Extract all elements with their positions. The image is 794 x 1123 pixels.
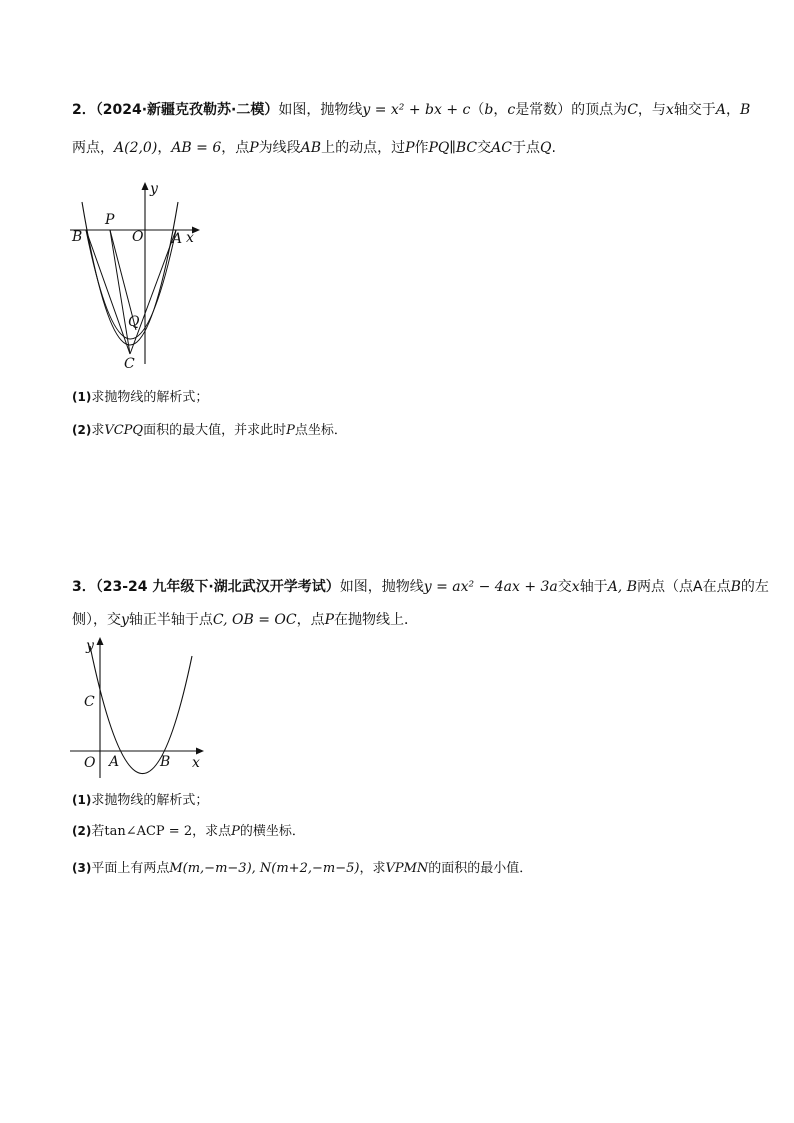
q2-y-arrow	[142, 182, 149, 190]
q3-text: 如图，抛物线	[339, 579, 424, 595]
q3-sub-3-text: ，求	[359, 861, 386, 876]
q3-text: 的左	[740, 579, 769, 595]
q2-point-p: P	[249, 140, 259, 156]
q2-text: 轴交于	[673, 102, 716, 118]
q2-label-x: x	[186, 230, 194, 246]
q2-label-p: P	[105, 212, 115, 228]
q2-segment-pc	[110, 230, 130, 354]
q3-x-arrow	[196, 748, 204, 755]
q2-vertex: C	[627, 102, 638, 118]
q2-label-o: O	[132, 229, 144, 245]
q3-tan-condition: tan∠ACP = 2	[104, 824, 193, 839]
q3-condition: C, OB = OC	[212, 612, 297, 628]
q2-label-a: A	[172, 231, 183, 247]
q3-label-o: O	[84, 755, 96, 771]
q3-y-arrow	[97, 637, 104, 645]
q3-x-axis: x	[571, 579, 580, 595]
q2-coord-a: A(2,0)	[114, 140, 158, 156]
q2-figure	[66, 178, 206, 374]
q2-triangle-cpq: VCPQ	[104, 423, 144, 438]
q2-sub-2	[72, 421, 347, 440]
q3-label-c: C	[84, 694, 95, 710]
q2-sub-2-text: 点坐标．	[294, 423, 347, 438]
q3-sub-2-text: 若	[91, 824, 105, 839]
q2-text: 为线段	[258, 140, 301, 156]
q2-label-q: Q	[128, 314, 140, 330]
q2-text: ，点	[221, 140, 250, 156]
q2-text: ，	[157, 140, 172, 156]
q3-sub-2-point-p: P	[231, 824, 240, 839]
q2-segment-bc	[86, 230, 130, 354]
q2-sub-1	[72, 388, 208, 407]
q3-text: 轴正半轴于点	[128, 612, 213, 628]
q3-text: ，点	[296, 612, 325, 628]
q2-text: 于点	[511, 140, 540, 156]
q3-figure	[66, 632, 216, 778]
q2-x-axis: x	[665, 102, 674, 118]
q2-point-b: B	[739, 102, 751, 118]
q2-line-2	[72, 138, 556, 158]
q2-text: ，	[493, 102, 508, 118]
q2-text: （	[470, 102, 485, 118]
q3-line-1: 3．（23-24 九年级下·湖北武汉开学考试）如图，抛物线y = ax² − 4ax + 3a交x轴于A, B两点（点A在点B的左	[72, 579, 769, 595]
q3-sub-2-label: (2)	[72, 824, 92, 838]
q2-text: .	[551, 140, 556, 156]
q2-sub-2-text: 求	[91, 423, 105, 438]
q2-point-q: Q	[539, 140, 552, 156]
q3-text: 两点（点A在点	[637, 579, 731, 595]
q3-line-2	[72, 610, 418, 630]
q3-label-a: A	[109, 754, 120, 770]
q3-parabola	[90, 646, 192, 774]
q3-points-ab: A, B	[607, 579, 637, 595]
q2-var-c: c	[507, 102, 516, 118]
q3-y-axis: y	[121, 612, 129, 628]
q2-text: 两点，	[72, 140, 114, 156]
q2-segment-ac-line	[130, 230, 176, 354]
q2-point-p: P	[405, 140, 415, 156]
q3-text: 交	[557, 579, 572, 595]
q2-segment-ab: AB	[300, 140, 322, 156]
q2-text: 作	[414, 140, 429, 156]
q3-text: 侧），交	[72, 612, 121, 628]
q3-equation: y = ax² − 4ax + 3a	[423, 579, 558, 595]
q3-text: 轴于	[579, 579, 608, 595]
q3-text: 在抛物线上．	[334, 612, 419, 628]
q2-sub-1-text: 求抛物线的解析式；	[91, 390, 209, 405]
q3-sub-3-label: (3)	[72, 861, 92, 875]
q3-label-b: B	[160, 754, 171, 770]
q2-label-c: C	[124, 356, 135, 372]
q2-ab-length: AB = 6	[171, 140, 222, 156]
q2-text: ，	[725, 102, 740, 118]
q3-sub-1-text: 求抛物线的解析式；	[91, 793, 209, 808]
q2-equation: y = x² + bx + c	[362, 102, 471, 118]
q3-sub-2-text: ，求点	[192, 824, 232, 839]
q2-text: ，与	[637, 102, 666, 118]
q3-sub-2-text: 的横坐标．	[239, 824, 305, 839]
q2-label-y: y	[150, 181, 158, 197]
q3-label-y: y	[86, 638, 94, 654]
q2-sub-1-label: (1)	[72, 390, 92, 404]
q2-text: 是常数）的顶点为	[515, 102, 628, 118]
q3-sub-2	[72, 822, 305, 841]
q3-triangle-pmn: VPMN	[385, 861, 429, 876]
q3-point-b: B	[730, 579, 741, 595]
q2-text: 上的动点，过	[321, 140, 406, 156]
q2-var-b: b	[484, 102, 494, 118]
q3-source: （23-24 九年级下·湖北武汉开学考试）	[95, 579, 340, 595]
q2-sub-2-label: (2)	[72, 423, 92, 437]
q3-sub-1	[72, 791, 208, 810]
q2-parallel: PQ∥BC	[428, 140, 478, 156]
q2-source: （2024·新疆克孜勒苏·二模）	[95, 102, 279, 118]
q3-sub-3-text: 的面积的最小值．	[428, 861, 533, 876]
q3-sub-3	[72, 859, 532, 878]
q3-sub-1-label: (1)	[72, 793, 92, 807]
q3-label-x: x	[192, 755, 200, 771]
q2-line-1: 2．（2024·新疆克孜勒苏·二模）如图，抛物线y = x² + bx + c（b，c是常数）的顶点为C，与x轴交于A，B	[72, 102, 751, 118]
q3-points-mn: M(m,−m−3), N(m+2,−m−5)	[169, 861, 360, 876]
q2-number: 2	[72, 102, 82, 118]
q3-number: 3	[72, 579, 82, 595]
q2-text: 交	[477, 140, 492, 156]
q2-point-a: A	[715, 102, 726, 118]
q3-point-p: P	[324, 612, 335, 628]
q2-sub-2-text: 面积的最大值，并求此时	[143, 423, 287, 438]
q2-segment-ac: AC	[491, 140, 512, 156]
q2-sub-2-point-p: P	[286, 423, 295, 438]
q3-sub-3-text: 平面上有两点	[91, 861, 170, 876]
q2-label-b: B	[72, 229, 83, 245]
q2-text: 如图，抛物线	[278, 102, 363, 118]
